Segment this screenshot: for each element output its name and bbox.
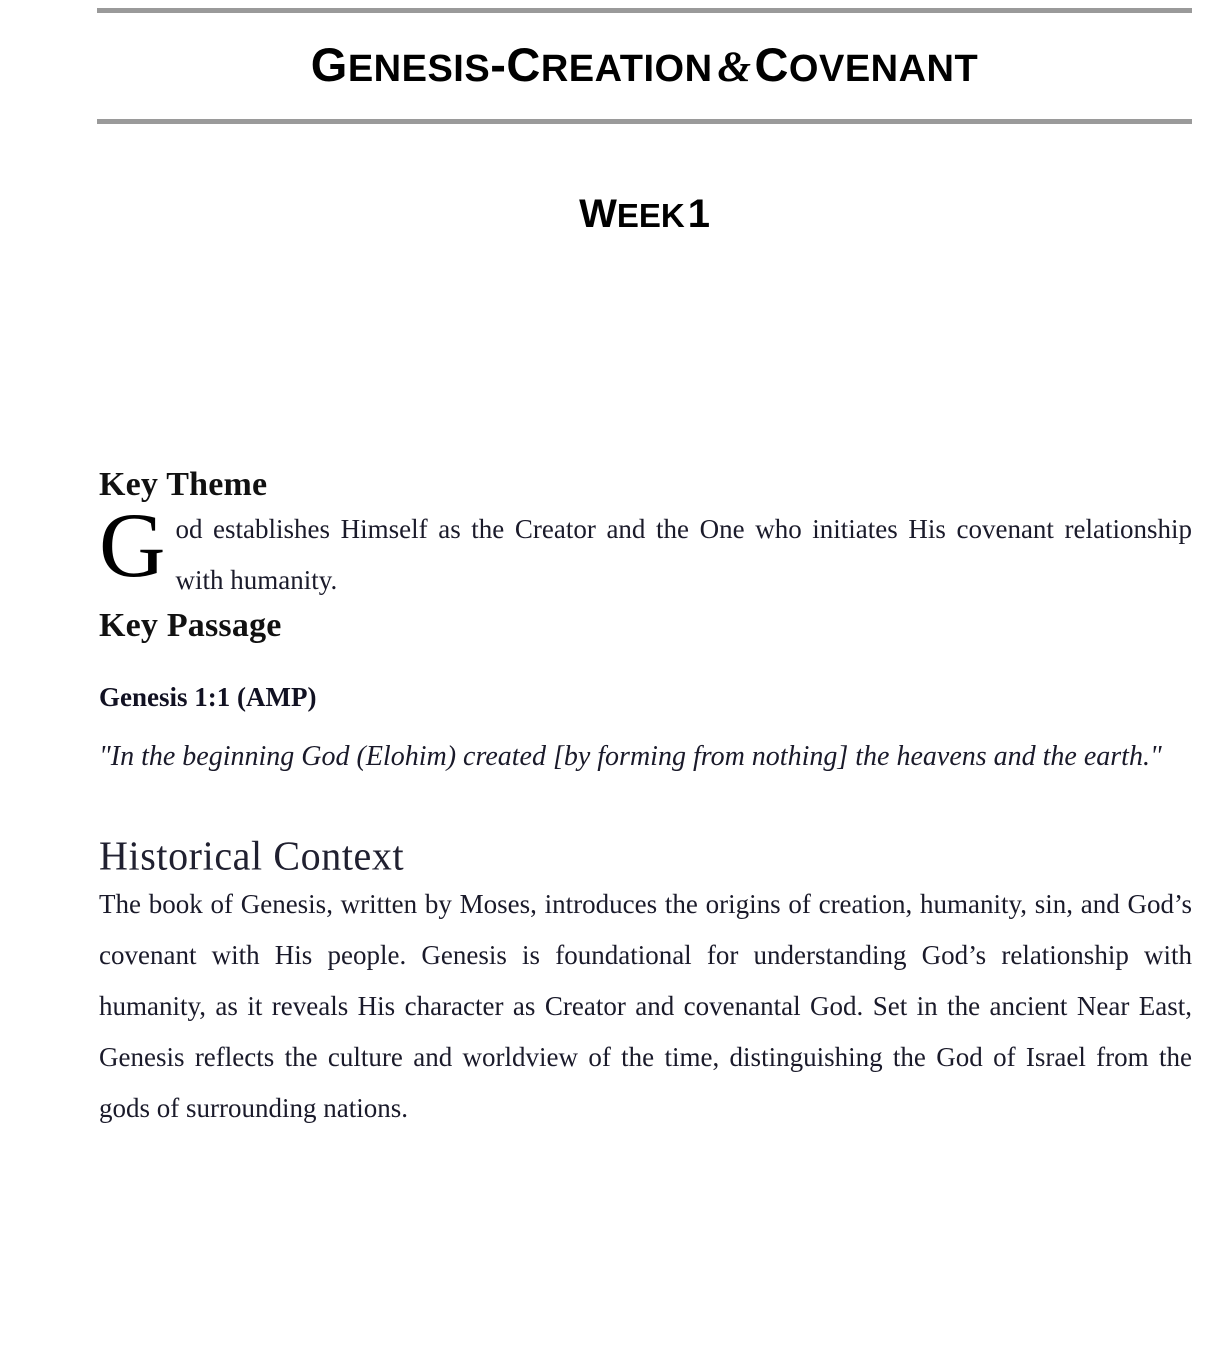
title-enesis: ENESIS [347,48,491,90]
week-cap-w: W [579,192,617,236]
key-theme-body-text: od establishes Himself as the Creator and the One who initiates His covenant relationship with humanity. [175,514,1192,596]
title-cap-c2: C [754,38,789,91]
title-hyphen: - [490,38,507,91]
header-rule-bottom [97,119,1192,124]
historical-context-paragraph: The book of Genesis, written by Moses, introduces the origins of creation, humanity, sin, and God’s covenant with His people. Genesis is foundational for understanding God’s relationship with humanity, as it reveals His character as Creator and covenantal God. Set in the ancient Near East, Genesis reflects the culture and worldview of the time, distinguishing the God of Israel from the gods of surrounding nations. [99,888,1192,1123]
key-theme-paragraph [99,494,1192,606]
week-label-rest: EEK [616,197,685,234]
document-title [97,13,1192,119]
passage-quote: "In the beginning God (Elohim) created [by forming from nothing] the heavens and the earth." [99,740,1162,772]
title-cap-c1: C [506,38,541,91]
title-ovenant: OVENANT [788,48,979,90]
passage-reference: Genesis 1:1 (AMP) [99,682,317,713]
key-passage-heading: Key Passage [99,607,282,645]
week-number: 1 [687,192,710,236]
title-block [97,0,1192,124]
title-cap-g: G [310,38,348,91]
document-content [99,465,1192,1134]
week-heading [97,192,1192,237]
title-reation: REATION [540,48,713,90]
historical-context-heading: Historical Context [99,831,405,879]
ampersand-glyph: & [717,44,752,91]
drop-cap-letter: G [99,494,166,597]
key-theme-heading: Key Theme [99,466,268,503]
